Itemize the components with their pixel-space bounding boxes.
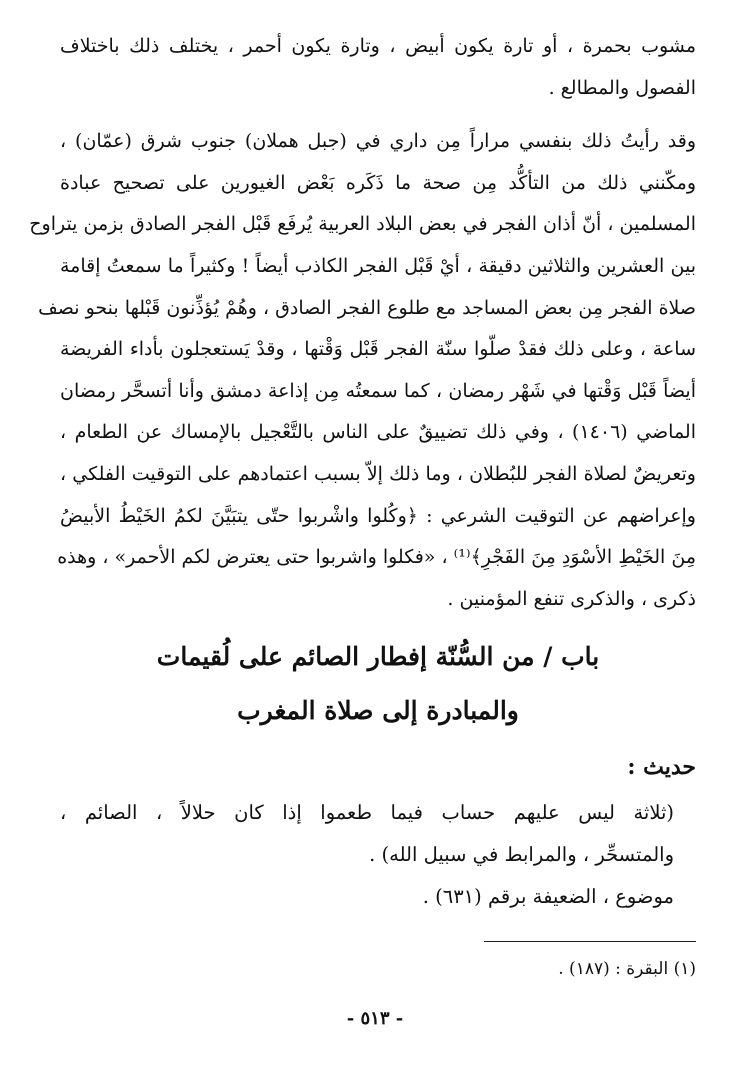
text-line: (ثلاثة ليس عليهم حساب فيما طعموا إذا كان حلالاً ، الصائم ،	[60, 801, 674, 825]
text-line: وإعراضهم عن التوقيت الشرعي : ﴿وكُلوا واشْربوا حتّى يتبَيَّنَ لكمُ الخَيْطُ الأبيضُ	[60, 504, 696, 527]
text-line: ذكرى ، والذكرى تنفع المؤمنين .	[447, 587, 696, 610]
text-line: ومكّنني ذلك من التأكُّد مِن صحة ما ذَكَره بَعْض الغيورين على تصحيح عبادة	[60, 171, 696, 194]
hadith-text	[60, 792, 696, 875]
paragraph-gap	[60, 109, 696, 121]
text-line: المسلمين ، أنّ أذان الفجر في بعض البلاد العربية يُرفَع قَبْل الفجر الصادق بزمن يتراوح	[29, 213, 696, 236]
main-paragraph	[29, 121, 697, 620]
text-line: الماضي (١٤٠٦) ، وفي ذلك تضييقٌ على الناس بالتَّعْجيل بالإمساك عن الطعام ،	[60, 421, 697, 444]
text-line: أيضاً قَبْل وَقْتها في شَهْر رمضان ، كما سمعتُه مِن إذاعة دمشق وأنا أتسحَّر رمضان	[60, 379, 696, 402]
text-line: صلاة الفجر مِن بعض المساجد مع طلوع الفجر الصادق ، وهُمْ يُؤذِّنون قَبْلها بنحو نصف	[38, 296, 696, 319]
hadith-grade: موضوع ، الضعيفة برقم (٦٣١) .	[422, 884, 674, 908]
chapter-title-line-2: والمبادرة إلى صلاة المغرب	[237, 696, 519, 726]
chapter-title-line-1: باب / من السُّنّة إفطار الصائم على لُقيمات	[156, 642, 600, 672]
text-line: ساعة ، وعلى ذلك فقدْ صلّوا سنّة الفجر قَبْل وَقْتها ، وقدْ يَستعجلون بأداء الفريضة	[60, 338, 696, 361]
footnote-divider	[484, 941, 696, 942]
text-line: وقد رأيتُ ذلك بنفسي مراراً مِن داري في (جبل هملان) جنوب شرق (عمّان) ،	[60, 130, 696, 153]
text-line: الفصول والمطالع .	[548, 76, 696, 99]
chapter-title	[60, 630, 696, 738]
text-line: والمتسحِّر ، والمرابط في سبيل الله) .	[369, 842, 674, 866]
intro-paragraph	[60, 26, 696, 109]
hadith-label: حديث :	[627, 754, 696, 781]
page-body	[29, 26, 697, 918]
text-line: مشوب بحمرة ، أو تارة يكون أبيض ، وتارة يكون أحمر ، يختلف ذلك باختلاف	[60, 35, 696, 57]
page-number: - ٥١٣ -	[346, 1008, 404, 1029]
text-line: بين العشرين والثلاثين دقيقة ، أيْ قَبْل الفجر الكاذب أيضاً ! وكثيراً ما سمعتُ إقامة	[60, 254, 696, 277]
text-line: وتعريضٌ لصلاة الفجر للبُطلان ، وما ذلك إلاّ بسبب اعتمادهم على التوقيت الفلكي ،	[60, 462, 696, 485]
footnote: (١) البقرة : (١٨٧) .	[558, 959, 696, 979]
text-line: مِنَ الخَيْطِ الأسْوَدِ مِنَ الفَجْرِ﴾⁽¹⁾ ، «فكلوا واشربوا حتى يعترض لكم الأحمر» ، وهذه	[57, 546, 696, 569]
